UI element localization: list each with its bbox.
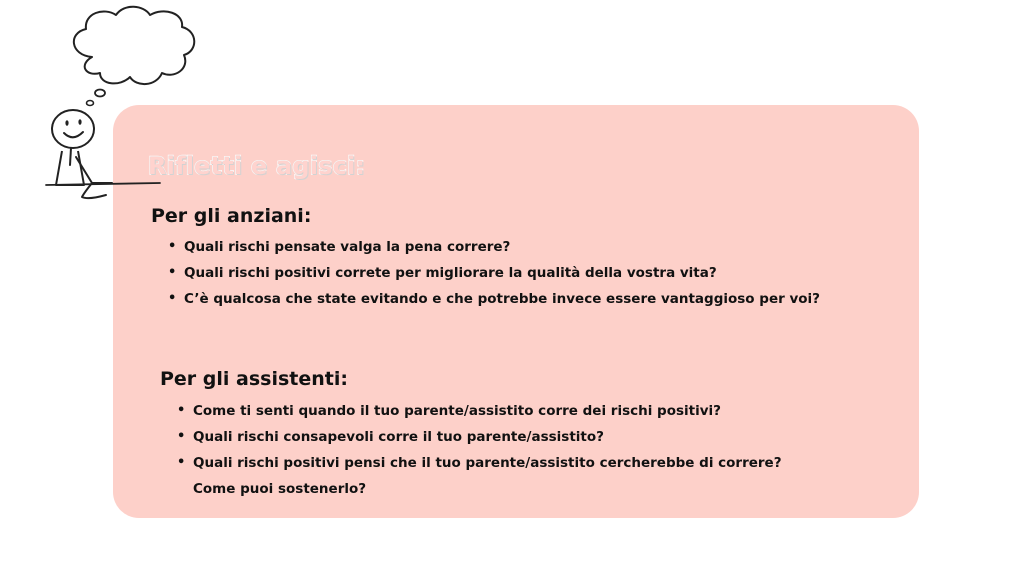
bullet-icon: • <box>177 403 186 418</box>
bullet-icon: • <box>168 291 177 306</box>
section-title-carers: Per gli assistenti: <box>160 368 348 390</box>
question-text: Quali rischi consapevoli corre il tuo parente/assistito? <box>193 429 604 445</box>
question-text: Quali rischi positivi pensi che il tuo parente/assistito cercherebbe di correre? <box>193 455 782 471</box>
question-text: Quali rischi pensate valga la pena correre? <box>184 239 511 255</box>
list-item <box>177 450 782 502</box>
list-item <box>177 398 782 424</box>
bullet-icon: • <box>168 265 177 280</box>
question-text-continuation: Come puoi sostenerlo? <box>193 481 367 497</box>
section-title-elderly: Per gli anziani: <box>151 205 312 227</box>
list-item <box>177 424 782 450</box>
question-text: Quali rischi positivi correte per migliorare la qualità della vostra vita? <box>184 265 717 281</box>
list-item <box>168 286 820 312</box>
elderly-question-list <box>168 234 820 312</box>
bullet-icon: • <box>177 429 186 444</box>
question-text: Come ti senti quando il tuo parente/assistito corre dei rischi positivi? <box>193 403 721 419</box>
bullet-icon: • <box>168 239 177 254</box>
carers-question-list <box>177 398 782 502</box>
bullet-icon: • <box>177 455 186 470</box>
slide-heading: Rifletti e agisci: <box>148 152 366 180</box>
list-item <box>168 234 820 260</box>
list-item <box>168 260 820 286</box>
question-text: C’è qualcosa che state evitando e che potrebbe invece essere vantaggioso per voi? <box>184 291 820 307</box>
